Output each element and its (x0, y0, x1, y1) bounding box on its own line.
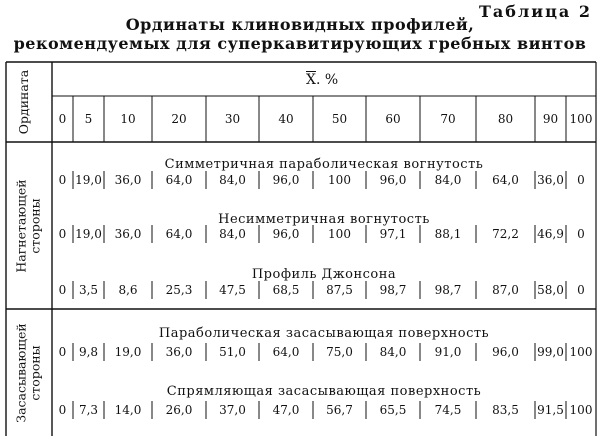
value-cell: 87,0 (492, 283, 519, 297)
value-cell: 64,0 (165, 227, 193, 241)
value-cell: 37,0 (219, 403, 246, 417)
table-number-label: Таблица 2 (479, 2, 592, 21)
value-cell: 64,0 (272, 345, 300, 359)
value-cell: 36,0 (114, 173, 142, 187)
value-cell: 74,5 (434, 403, 462, 417)
value-cell: 98,7 (379, 283, 407, 297)
group-label-line-2: стороны (27, 344, 42, 401)
value-cell: 47,0 (272, 403, 300, 417)
value-cell: 19,0 (114, 345, 142, 359)
value-cell: 96,0 (379, 173, 407, 187)
value-cell: 64,0 (492, 173, 519, 187)
section-title: Профиль Джонсона (251, 267, 397, 282)
value-cell: 25,3 (165, 283, 193, 297)
value-cell: 68,5 (272, 283, 300, 297)
value-cell: 97,1 (379, 227, 407, 241)
value-cell: 47,5 (219, 283, 246, 297)
value-cell: 96,0 (272, 227, 300, 241)
value-cell: 58,0 (537, 283, 564, 297)
value-cell: 9,8 (78, 345, 99, 359)
group-label-line-1: Засасывающей (13, 322, 28, 423)
table-title-line-2: рекомендуемых для суперкавитирующих гребных винтов (13, 34, 587, 53)
value-cell: 99,0 (537, 345, 564, 359)
value-cell: 3,5 (78, 283, 99, 297)
value-cell: 91,5 (537, 403, 564, 417)
value-cell: 0 (577, 227, 585, 241)
column-header-80: 80 (497, 112, 514, 126)
value-cell: 0 (58, 173, 67, 187)
value-cell: 46,9 (537, 227, 564, 241)
x-symbol: $\overline{X}$ (306, 72, 316, 88)
column-header-40: 40 (278, 112, 294, 126)
value-cell: 84,0 (379, 345, 407, 359)
value-cell: 84,0 (434, 173, 462, 187)
value-cell: 19,0 (75, 227, 102, 241)
value-cell: 65,5 (379, 403, 407, 417)
value-cell: 26,0 (165, 403, 193, 417)
value-cell: 88,1 (434, 227, 462, 241)
value-cell: 0 (58, 283, 67, 297)
value-cell: 7,3 (78, 403, 99, 417)
column-header-50: 50 (331, 112, 348, 126)
value-cell: 96,0 (492, 345, 519, 359)
section-title: Спрямляющая засасывающая поверхность (166, 384, 482, 399)
column-header-10: 10 (120, 112, 136, 126)
column-header-100: 100 (569, 112, 593, 126)
group-label-1 (14, 152, 44, 299)
value-cell: 14,0 (114, 403, 142, 417)
column-header-30: 30 (224, 112, 241, 126)
value-cell: 84,0 (219, 227, 246, 241)
value-cell: 36,0 (114, 227, 142, 241)
value-cell: 100 (569, 403, 593, 417)
column-header-90: 90 (542, 112, 559, 126)
column-header-20: 20 (171, 112, 187, 126)
value-cell: 100 (328, 173, 351, 187)
value-cell: 87,5 (326, 283, 353, 297)
value-cell: 0 (577, 283, 585, 297)
stub-header-ordinate: Ордината (16, 69, 31, 135)
group-label-line-1: Нагнетающей (13, 178, 28, 273)
value-cell: 56,7 (326, 403, 353, 417)
column-header-60: 60 (385, 112, 401, 126)
x-header (306, 72, 338, 88)
value-cell: 83,5 (492, 403, 519, 417)
section-title: Параболическая засасывающая поверхность (158, 326, 490, 341)
column-header-5: 5 (84, 112, 93, 126)
value-cell: 64,0 (165, 173, 193, 187)
value-cell: 100 (328, 227, 351, 241)
column-header-70: 70 (440, 112, 456, 126)
value-cell: 19,0 (75, 173, 102, 187)
value-cell: 51,0 (219, 345, 246, 359)
value-cell: 91,0 (434, 345, 462, 359)
value-cell: 72,2 (492, 227, 519, 241)
section-title: Несимметричная вогнутость (218, 212, 430, 227)
value-cell: 0 (58, 345, 67, 359)
value-cell: 98,7 (434, 283, 462, 297)
value-cell: 84,0 (219, 173, 246, 187)
value-cell: 0 (577, 173, 585, 187)
value-cell: 8,6 (118, 283, 138, 297)
value-cell: 36,0 (165, 345, 193, 359)
value-cell: 0 (58, 403, 67, 417)
group-label-2 (14, 319, 44, 426)
value-cell: 36,0 (537, 173, 564, 187)
value-cell: 100 (569, 345, 593, 359)
group-label-line-2: стороны (27, 197, 42, 254)
value-cell: 96,0 (272, 173, 300, 187)
value-cell: 0 (58, 227, 67, 241)
table-title-line-1: Ординаты клиновидных профилей, (125, 15, 475, 34)
value-cell: 75,0 (326, 345, 353, 359)
column-header-0: 0 (58, 112, 67, 126)
section-title: Симметричная параболическая вогнутость (164, 157, 484, 172)
x-unit: . % (315, 72, 339, 88)
